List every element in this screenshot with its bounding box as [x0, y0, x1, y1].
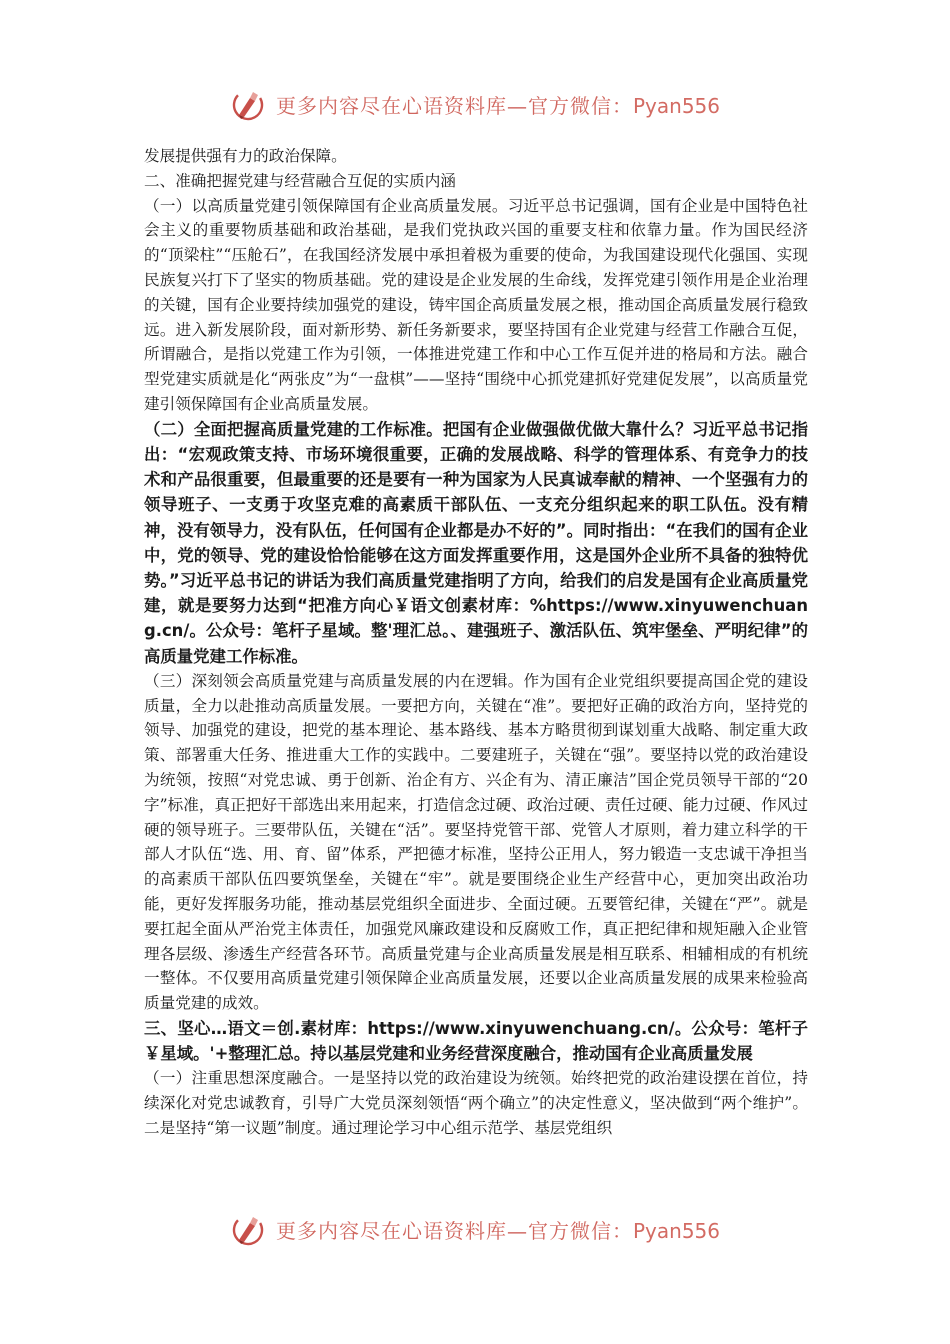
paragraph-2-2: （二）全面把握高质量党建的工作标准。把国有企业做强做优做大靠什么？习近平总书记指出：“宏观政策支持、市场环境很重要，正确的发展战略、科学的管理体系、有竞争力的技术和产品很重要，但最重要的还是要有一种为国家为人民真诚奉献的精神、一个坚强有力的领导班子、一支勇于攻坚克难的高素质干部队伍、一支充分组织起来的职工队伍。没有精神，没有领导力，没有队伍，任何国有企业都是办不好的”。同时指出：“在我们的国有企业中，党的领导、党的建设恰恰能够在这方面发挥重要作用，这是国外企业所不具备的独特优势。”习近平总书记的讲话为我们高质量党建指明了方向，给我们的启发是国有企业高质量党建，就是要努力达到“把准方向心￥语文创素材库：%https://www.xinyuwenchuang.cn/。公众号：笔杆子星域。整'理汇总。、建强班子、激活队伍、筑牢堡垒、严明纪律”的高质量党建工作标准。 [144, 419, 808, 666]
paragraph-2-3: （三）深刻领会高质量党建与高质量发展的内在逻辑。作为国有企业党组织要提高国企党的建设质量，全力以赴推动高质量发展。一要把方向，关键在“准”。要把好正确的政治方向，坚持党的领导、加强党的建设，把党的基本理论、基本路线、基本方略贯彻到谋划重大战略、制定重大政策、部署重大任务、推进重大工作的实践中。二要建班子，关键在“强”。要坚持以党的政治建设为统领，按照“对党忠诚、勇于创新、治企有方、兴企有为、清正廉洁”国企党员领导干部的“20字”标准，真正把好干部选出来用起来，打造信念过硬、政治过硬、责任过硬、能力过硬、作风过硬的领导班子。三要带队伍，关键在“活”。要坚持党管干部、党管人才原则，着力建立科学的干部人才队伍“选、用、育、留”体系，严把德才标准，坚持公正用人，努力锻造一支忠诚干净担当的高素质干部队伍四要筑堡垒，关键在“牢”。就是要围绕企业生产经营中心，更加突出政治功能，更好发挥服务功能，推动基层党组织全面进步、全面过硬。五要管纪律，关键在“严”。就是要扛起全面从严治党主体责任，加强党风廉政建设和反腐败工作，真正把纪律和规矩融入企业管理各层级、渗透生产经营各环节。高质量党建与企业高质量发展是相互联系、相辅相成的有机统一整体。不仅要用高质量党建引领保障企业高质量发展，还要以企业高质量发展的成果来检验高质量党建的成效。 [144, 671, 808, 1013]
banner-wechat-id: Pyan556 [632, 1218, 720, 1243]
pen-logo-icon [230, 1211, 266, 1247]
footer-banner [0, 1207, 950, 1251]
banner-wechat-label: 官方微信： [527, 1218, 633, 1243]
paragraph-continuation: 发展提供强有力的政治保障。 [144, 147, 347, 165]
banner-title: 更多内容尽在心语资料库 [275, 93, 507, 118]
banner-dash: — [506, 93, 528, 118]
header-banner [0, 82, 950, 126]
banner-text [276, 1215, 720, 1244]
banner-title: 更多内容尽在心语资料库 [275, 1218, 507, 1243]
banner-text [276, 90, 720, 119]
banner-wechat-id: Pyan556 [632, 93, 720, 118]
paragraph-2-1: （一）以高质量党建引领保障国有企业高质量发展。习近平总书记强调，国有企业是中国特色社会主义的重要物质基础和政治基础，是我们党执政兴国的重要支柱和依靠力量。作为国民经济的“顶梁柱”“压舱石”，在我国经济发展中承担着极为重要的使命，为我国建设现代化强国、实现民族复兴打下了坚实的物质基础。党的建设是企业发展的生命线，发挥党建引领作用是企业治理的关键，国有企业要持续加强党的建设，铸牢国企高质量发展之根，推动国企高质量发展行稳致远。进入新发展阶段，面对新形势、新任务新要求，要坚持国有企业党建与经营工作融合互促，所谓融合，是指以党建工作为引领，一体推进党建工作和中心工作互促并进的格局和方法。融合型党建实质就是化“两张皮”为“一盘棋”——坚持“围绕中心抓党建抓好党建促发展”，以高质量党建引领保障国有企业高质量发展。 [144, 196, 808, 413]
pen-logo-icon [230, 86, 266, 122]
banner-dash: — [506, 1218, 528, 1243]
document-body [144, 144, 808, 1141]
paragraph-3-1: （一）注重思想深度融合。一是坚持以党的政治建设为统领。始终把党的政治建设摆在首位，持续深化对党忠诚教育，引导广大党员深刻领悟“两个确立”的决定性意义，坚决做到“两个维护”。二是坚持“第一议题”制度。通过理论学习中心组示范学、基层党组织 [144, 1069, 808, 1137]
section-heading-two: 二、准确把握党建与经营融合互促的实质内涵 [144, 171, 456, 190]
banner-wechat-label: 官方微信： [527, 93, 633, 118]
section-heading-three: 三、坚心…语文＝创.素材库：https://www.xinyuwenchuang.cn/。公众号：笔杆子￥星域。'+整理汇总。持以基层党建和业务经营深度融合，推动国有企业高质量发展 [144, 1018, 808, 1064]
